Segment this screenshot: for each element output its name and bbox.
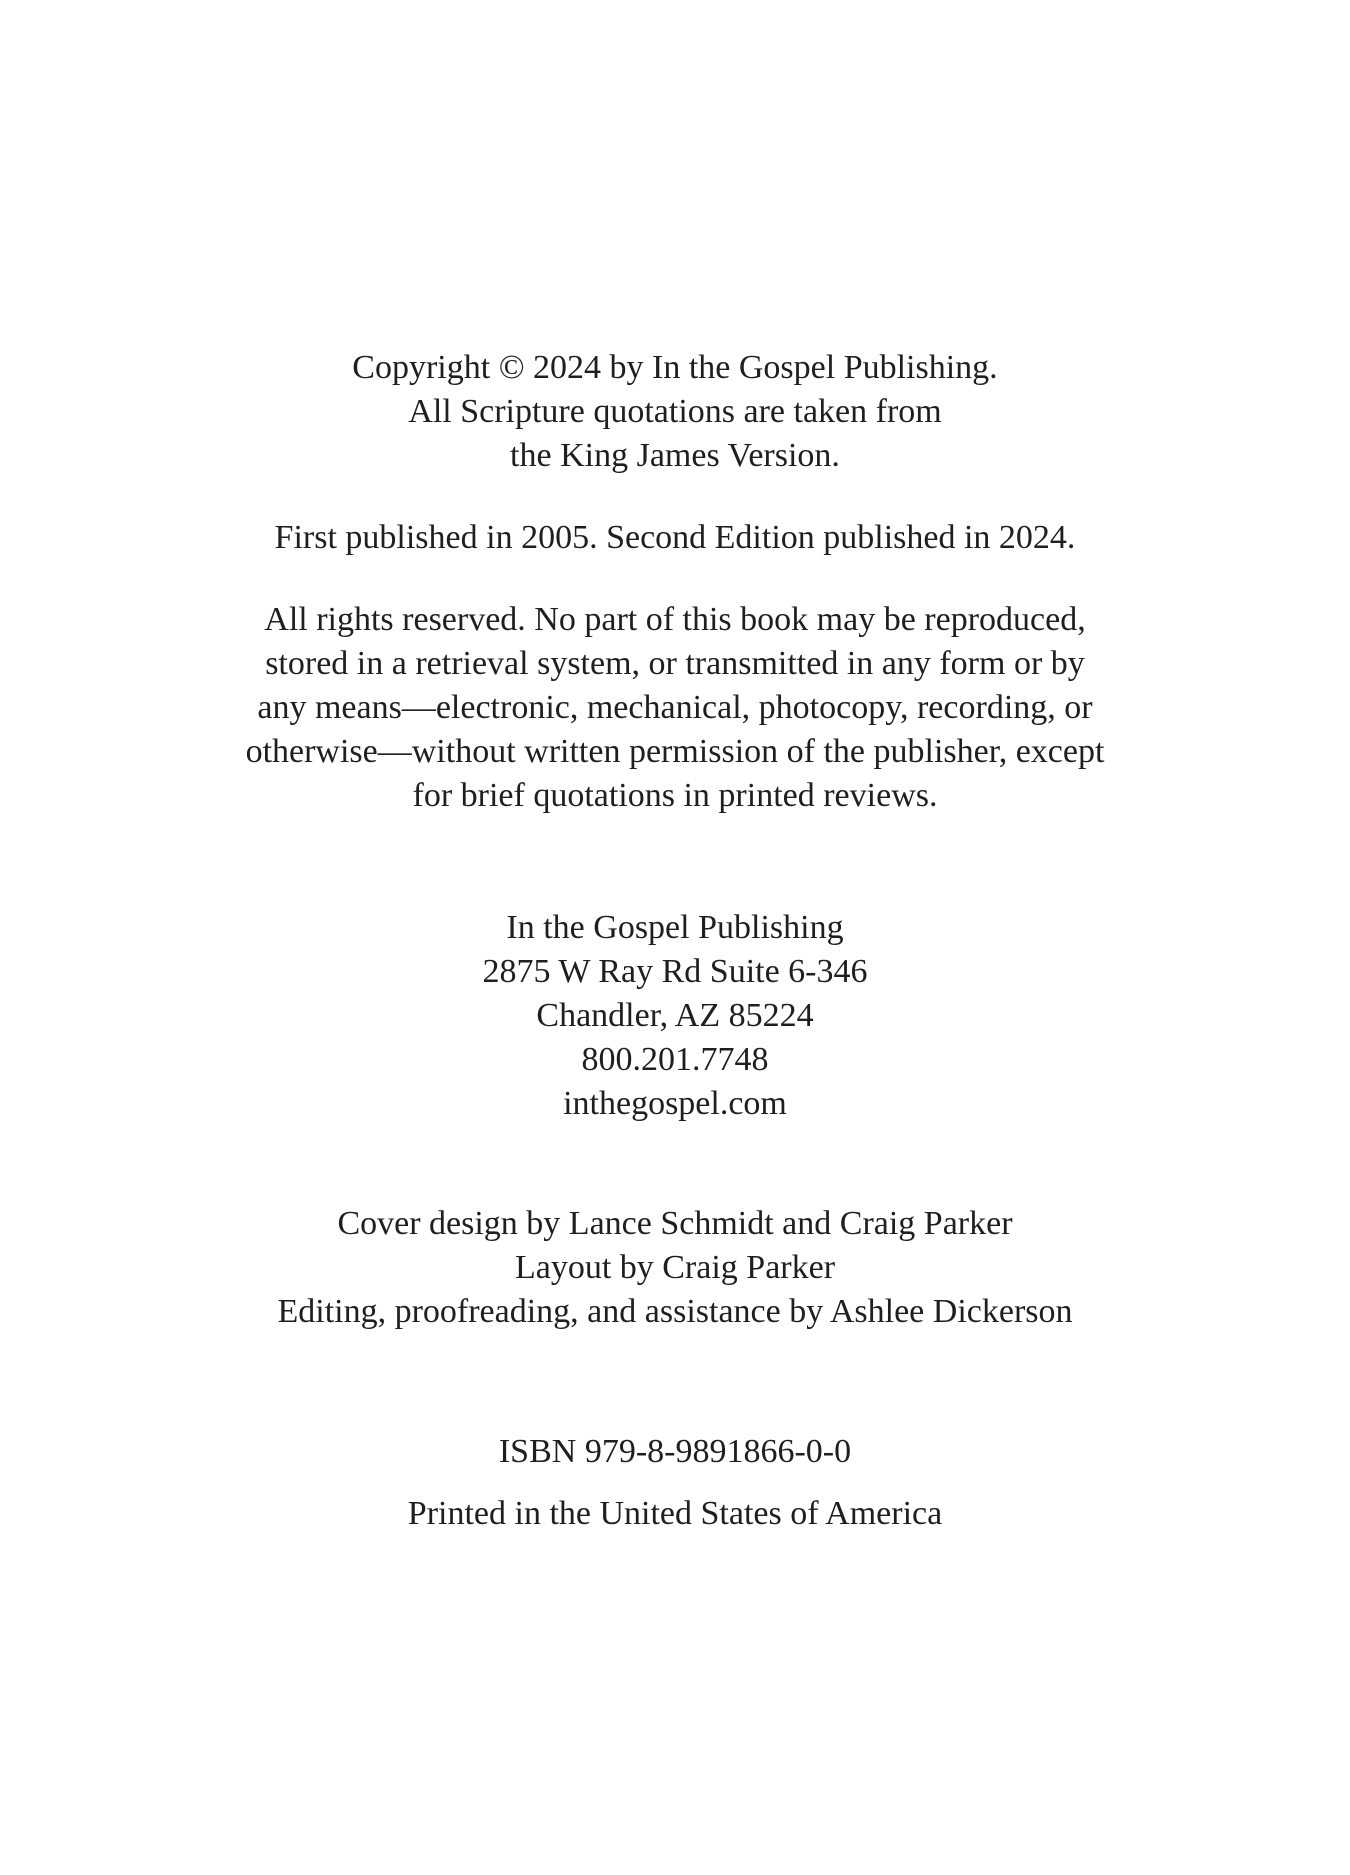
- publisher-phone: 800.201.7748: [581, 1041, 769, 1078]
- publisher-street: 2875 W Ray Rd Suite 6-346: [482, 953, 868, 990]
- isbn-line: ISBN 979-8-9891866-0-0: [498, 1433, 852, 1470]
- isbn: [0, 1430, 1350, 1474]
- credit-line: Editing, proofreading, and assistance by Ashlee Dickerson: [277, 1293, 1073, 1330]
- rights-line: any means—electronic, mechanical, photocopy, recording, or: [257, 689, 1093, 726]
- credit-line: Layout by Craig Parker: [514, 1249, 836, 1286]
- publisher-name: In the Gospel Publishing: [506, 909, 844, 946]
- edition-line: First published in 2005. Second Edition published in 2024.: [274, 519, 1076, 556]
- edition-notice: [0, 516, 1350, 560]
- rights-line: for brief quotations in printed reviews.: [412, 777, 938, 814]
- credit-line: Cover design by Lance Schmidt and Craig Parker: [337, 1205, 1013, 1242]
- rights-line: otherwise—without written permission of the publisher, except: [245, 733, 1105, 770]
- production-credits: [0, 1202, 1350, 1334]
- publisher-city: Chandler, AZ 85224: [536, 997, 814, 1034]
- rights-line: All rights reserved. No part of this book may be reproduced,: [264, 601, 1086, 638]
- rights-notice: [0, 598, 1350, 818]
- scripture-source-line: All Scripture quotations are taken from: [408, 393, 942, 430]
- publisher-address: [0, 906, 1350, 1126]
- printed-line: Printed in the United States of America: [407, 1495, 943, 1532]
- printed-in: [0, 1492, 1350, 1536]
- copyright-notice: [0, 346, 1350, 478]
- publisher-website: inthegospel.com: [563, 1085, 787, 1122]
- copyright-line: Copyright © 2024 by In the Gospel Publishing.: [352, 349, 998, 386]
- scripture-version-line: the King James Version.: [510, 437, 840, 474]
- rights-line: stored in a retrieval system, or transmitted in any form or by: [265, 645, 1085, 682]
